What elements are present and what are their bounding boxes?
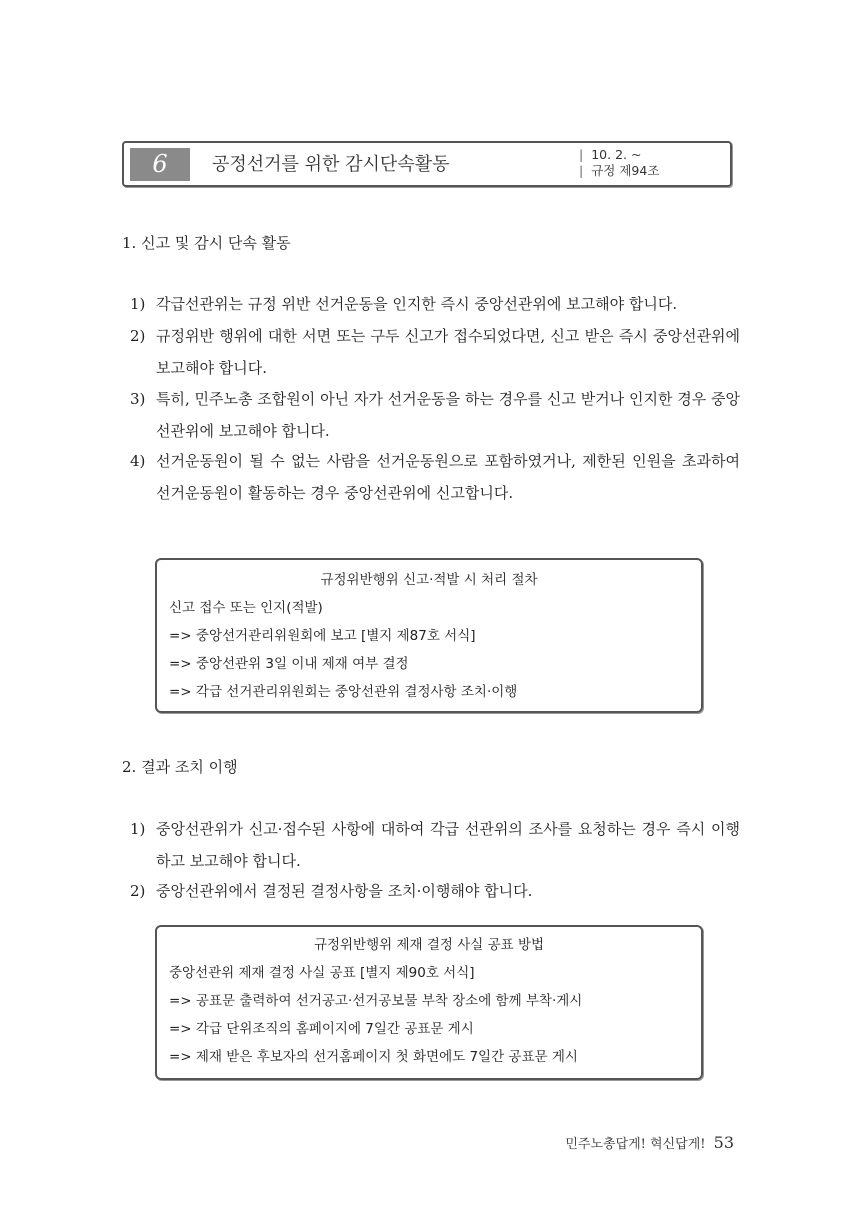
announcement-box-title: 규정위반행위 제재 결정 사실 공표 방법 xyxy=(313,937,545,953)
announcement-step: => 공표문 출력하여 선거공고·선거공보물 부착 장소에 함께 부착·게시 xyxy=(169,993,583,1009)
page-number: 53 xyxy=(713,1133,734,1152)
section-heading-2: 2. 결과 조치 이행 xyxy=(122,758,238,776)
chapter-header xyxy=(122,141,732,187)
chapter-number: 6 xyxy=(130,148,190,181)
list-item: 2) 규정위반 행위에 대한 서면 또는 구두 신고가 접수되었다면, 신고 받은 즉시 중앙선관위에 보고해야 합니다. xyxy=(130,327,740,377)
list-item: 1) 중앙선관위가 신고·접수된 사항에 대하여 각급 선관위의 조사를 요청하는 경우 즉시 이행하고 보고해야 합니다. xyxy=(130,820,740,870)
chapter-meta: | 10. 2. ~ | 규정 제94조 xyxy=(579,147,660,178)
procedure-step: => 각급 선거관리위원회는 중앙선관위 결정사항 조치·이행 xyxy=(169,684,518,700)
footer-slogan: 민주노총답게! 혁신답게! xyxy=(565,1137,706,1152)
procedure-step: 신고 접수 또는 인지(적발) xyxy=(169,600,323,616)
list-item: 2) 중앙선관위에서 결정된 결정사항을 조치·이행해야 합니다. xyxy=(130,882,533,900)
procedure-step: => 중앙선관위 3일 이내 제재 여부 결정 xyxy=(169,656,409,672)
announcement-step: => 각급 단위조직의 홈페이지에 7일간 공표문 게시 xyxy=(169,1021,474,1037)
chapter-title: 공정선거를 위한 감시단속활동 xyxy=(212,154,450,175)
chapter-date: 10. 2. ~ xyxy=(591,147,642,162)
section-heading-1: 1. 신고 및 감시 단속 활동 xyxy=(122,234,291,252)
chapter-regulation: 규정 제94조 xyxy=(591,163,660,178)
announcement-step: 중앙선관위 제재 결정 사실 공표 [별지 제90호 서식] xyxy=(169,965,475,981)
procedure-step: => 중앙선거관리위원회에 보고 [별지 제87호 서식] xyxy=(169,628,476,644)
procedure-box-title: 규정위반행위 신고·적발 시 처리 절차 xyxy=(320,572,538,588)
announcement-box xyxy=(155,925,703,1080)
list-item: 3) 특히, 민주노총 조합원이 아닌 자가 선거운동을 하는 경우를 신고 받거나 인지한 경우 중앙선관위에 보고해야 합니다. xyxy=(130,390,740,440)
list-item: 4) 선거운동원이 될 수 없는 사람을 선거운동원으로 포함하였거나, 제한된 인원을 초과하여 선거운동원이 활동하는 경우 중앙선관위에 신고합니다. xyxy=(130,452,740,502)
list-item: 1) 각급선관위는 규정 위반 선거운동을 인지한 즉시 중앙선관위에 보고해야 합니다. xyxy=(130,295,678,313)
page-footer xyxy=(565,1133,734,1152)
procedure-box xyxy=(155,558,703,713)
announcement-step: => 제재 받은 후보자의 선거홈페이지 첫 화면에도 7일간 공표문 게시 xyxy=(169,1049,578,1065)
